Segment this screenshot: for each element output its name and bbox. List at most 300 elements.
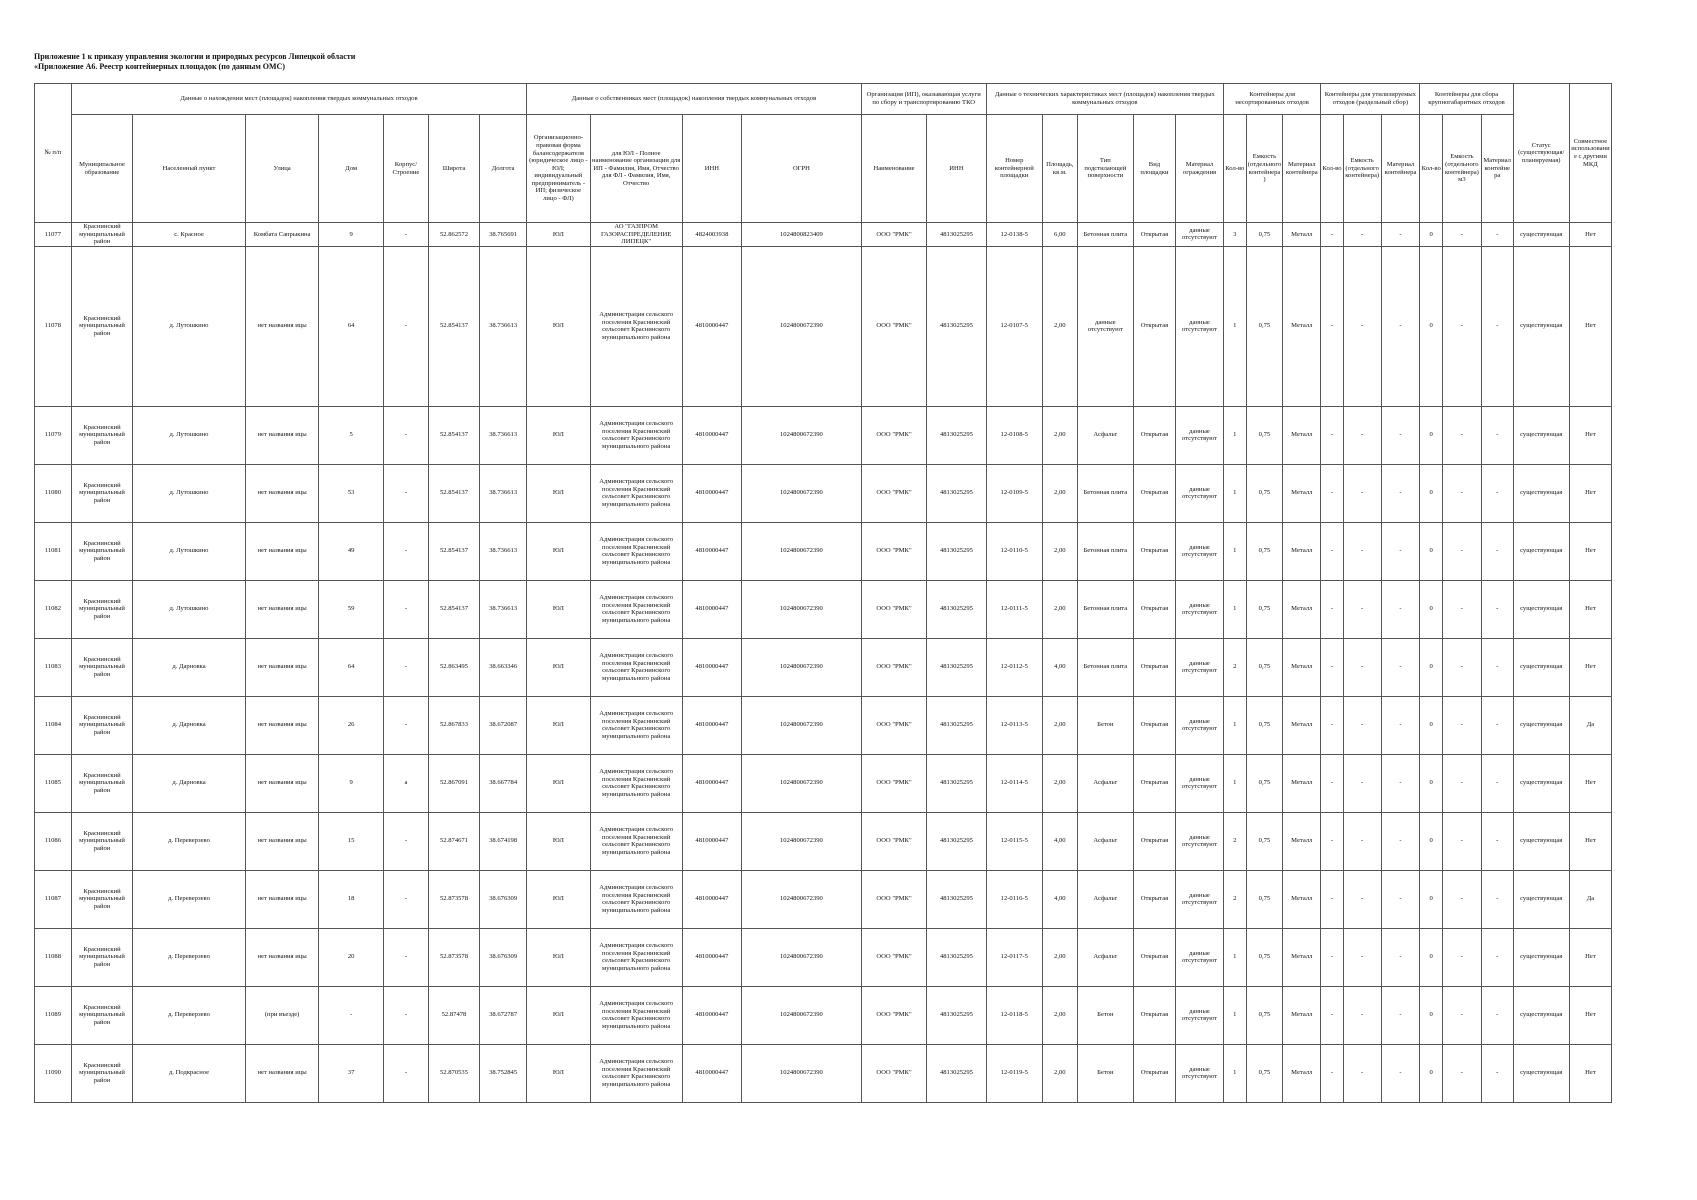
table-cell: ЮЛ xyxy=(527,638,590,696)
table-cell: 2,00 xyxy=(1042,696,1077,754)
table-cell: 11080 xyxy=(35,464,72,522)
table-cell: ООО "РМК" xyxy=(861,928,926,986)
table-cell: 12-0138-5 xyxy=(986,223,1042,247)
table-cell: нет названия ицы xyxy=(245,464,319,522)
table-cell: Нет xyxy=(1569,522,1611,580)
table-cell: ЮЛ xyxy=(527,522,590,580)
table-cell: 11077 xyxy=(35,223,72,247)
table-cell: 1024800672390 xyxy=(742,406,862,464)
table-cell: Бетонная плита xyxy=(1077,580,1133,638)
table-cell: 52.854137 xyxy=(428,406,479,464)
table-cell: 52.873578 xyxy=(428,928,479,986)
table-cell: Асфальт xyxy=(1077,406,1133,464)
table-cell: 2,00 xyxy=(1042,522,1077,580)
table-cell: существующая xyxy=(1513,696,1569,754)
table-cell: 0,75 xyxy=(1246,638,1283,696)
table-cell: 1024800823409 xyxy=(742,223,862,247)
table-cell: 12-0107-5 xyxy=(986,246,1042,406)
table-cell: существующая xyxy=(1513,754,1569,812)
table-row xyxy=(35,928,1612,986)
table-cell: 1024800672390 xyxy=(742,522,862,580)
table-cell: 4813025295 xyxy=(927,754,986,812)
table-cell: 53 xyxy=(319,464,383,522)
table-cell: существующая xyxy=(1513,246,1569,406)
table-cell: Металл xyxy=(1283,696,1321,754)
table-cell: 0,75 xyxy=(1246,464,1283,522)
header-surface: Тип подстилающей поверхности xyxy=(1077,115,1133,223)
table-cell: 0 xyxy=(1420,522,1443,580)
table-cell: 37 xyxy=(319,1044,383,1102)
group-technical: Данные о технических характеристиках мест (площадок) накопления твердых коммунальных отходов xyxy=(986,84,1223,115)
table-cell: 1024800672390 xyxy=(742,580,862,638)
table-cell: 11085 xyxy=(35,754,72,812)
table-cell: - xyxy=(1321,986,1344,1044)
table-cell: - xyxy=(319,986,383,1044)
table-cell: Открытая xyxy=(1133,406,1175,464)
table-cell: 1024800672390 xyxy=(742,870,862,928)
table-cell: Администрация сельского поселения Краснинский сельсовет Краснинского муниципального района xyxy=(590,464,682,522)
table-cell: существующая xyxy=(1513,812,1569,870)
table-cell: - xyxy=(1343,464,1381,522)
table-cell: 38.736613 xyxy=(480,246,527,406)
table-cell: 15 xyxy=(319,812,383,870)
table-cell: Металл xyxy=(1283,1044,1321,1102)
table-cell: 6,00 xyxy=(1042,223,1077,247)
table-cell: 1 xyxy=(1224,246,1247,406)
table-cell: - xyxy=(1321,522,1344,580)
table-cell: Металл xyxy=(1283,754,1321,812)
table-cell: - xyxy=(383,406,428,464)
table-cell: ООО "РМК" xyxy=(861,223,926,247)
group-owners: Данные о собственниках мест (площадок) накопления твердых коммунальных отходов xyxy=(527,84,862,115)
table-cell: 0 xyxy=(1420,696,1443,754)
table-cell: 12-0110-5 xyxy=(986,522,1042,580)
header-fence: Материал ограждения xyxy=(1175,115,1223,223)
table-cell: 12-0116-5 xyxy=(986,870,1042,928)
table-cell: Краснинский муниципальный район xyxy=(71,696,132,754)
table-cell: - xyxy=(1481,696,1513,754)
table-cell: 2,00 xyxy=(1042,246,1077,406)
table-cell: - xyxy=(1321,696,1344,754)
table-cell: 0,75 xyxy=(1246,580,1283,638)
table-cell: Бетонная плита xyxy=(1077,522,1133,580)
table-cell: - xyxy=(1381,696,1420,754)
table-cell: существующая xyxy=(1513,638,1569,696)
table-cell: Бетон xyxy=(1077,696,1133,754)
table-cell: 4813025295 xyxy=(927,638,986,696)
table-cell: - xyxy=(1381,870,1420,928)
table-cell: 4813025295 xyxy=(927,522,986,580)
table-row xyxy=(35,1044,1612,1102)
header-qty-unsorted: Кол-во xyxy=(1224,115,1247,223)
table-cell: Открытая xyxy=(1133,1044,1175,1102)
table-cell: - xyxy=(1481,638,1513,696)
table-cell: Администрация сельского поселения Краснинский сельсовет Краснинского муниципального района xyxy=(590,986,682,1044)
table-cell: 1024800672390 xyxy=(742,928,862,986)
table-cell: - xyxy=(1381,522,1420,580)
table-cell: 4813025295 xyxy=(927,986,986,1044)
table-cell: - xyxy=(1343,638,1381,696)
table-cell: - xyxy=(1381,638,1420,696)
table-cell: 4,00 xyxy=(1042,812,1077,870)
table-cell: данные отсутствуют xyxy=(1077,246,1133,406)
table-cell: существующая xyxy=(1513,464,1569,522)
table-cell: Краснинский муниципальный район xyxy=(71,928,132,986)
table-cell: Бетонная плита xyxy=(1077,223,1133,247)
table-cell: - xyxy=(383,522,428,580)
table-cell: 2,00 xyxy=(1042,580,1077,638)
table-cell: - xyxy=(1442,580,1481,638)
header-operator-inn: ИНН xyxy=(927,115,986,223)
table-cell: 1024800672390 xyxy=(742,754,862,812)
table-cell: - xyxy=(1442,638,1481,696)
table-cell: 11090 xyxy=(35,1044,72,1102)
table-cell: 11081 xyxy=(35,522,72,580)
table-cell: Асфальт xyxy=(1077,928,1133,986)
table-cell: 59 xyxy=(319,580,383,638)
table-cell: 11079 xyxy=(35,406,72,464)
header-material-bulky: Материал контейнера xyxy=(1481,115,1513,223)
header-legal-form: Организационно-правовая форма балансодержателя (юридическое лицо - ЮЛ; индивидуальный предприниматель - ИП; физическое лицо - ФЛ) xyxy=(527,115,590,223)
table-cell: существующая xyxy=(1513,928,1569,986)
table-cell: - xyxy=(1381,580,1420,638)
table-cell: Открытая xyxy=(1133,986,1175,1044)
table-cell: 0,75 xyxy=(1246,928,1283,986)
table-row xyxy=(35,986,1612,1044)
table-cell: (при въезде) xyxy=(245,986,319,1044)
table-cell: д. Дарновка xyxy=(133,638,246,696)
table-cell: 12-0109-5 xyxy=(986,464,1042,522)
table-cell: - xyxy=(1442,870,1481,928)
table-cell: - xyxy=(383,870,428,928)
table-cell: Металл xyxy=(1283,580,1321,638)
table-cell: 4810000447 xyxy=(682,928,741,986)
table-cell: 4813025295 xyxy=(927,406,986,464)
table-cell: - xyxy=(1481,464,1513,522)
table-cell: д. Дарновка xyxy=(133,696,246,754)
table-cell: - xyxy=(1481,870,1513,928)
header-owner-ogrn: ОГРН xyxy=(742,115,862,223)
table-cell: - xyxy=(383,986,428,1044)
table-cell: ЮЛ xyxy=(527,406,590,464)
table-cell: 4813025295 xyxy=(927,1044,986,1102)
table-cell: Краснинский муниципальный район xyxy=(71,638,132,696)
table-cell: - xyxy=(383,638,428,696)
table-cell: - xyxy=(1321,870,1344,928)
table-cell: - xyxy=(1381,223,1420,247)
table-cell: 4810000447 xyxy=(682,1044,741,1102)
table-cell: - xyxy=(1321,812,1344,870)
table-cell: - xyxy=(1481,1044,1513,1102)
table-cell: 2,00 xyxy=(1042,928,1077,986)
table-cell: Краснинский муниципальный район xyxy=(71,1044,132,1102)
header-site-number: Номер контейнерной площадки xyxy=(986,115,1042,223)
header-settlement: Населенный пункт xyxy=(133,115,246,223)
table-cell: Бетонная плита xyxy=(1077,638,1133,696)
table-cell: Администрация сельского поселения Краснинский сельсовет Краснинского муниципального района xyxy=(590,754,682,812)
header-shared: Совместное использование с другими МКД xyxy=(1569,84,1611,223)
table-cell: 4810000447 xyxy=(682,522,741,580)
table-cell: Металл xyxy=(1283,223,1321,247)
table-cell: 0 xyxy=(1420,580,1443,638)
table-cell: - xyxy=(1481,580,1513,638)
table-cell: 4810000447 xyxy=(682,696,741,754)
table-cell: 38.663346 xyxy=(480,638,527,696)
table-cell: 64 xyxy=(319,638,383,696)
table-cell: 38.736613 xyxy=(480,406,527,464)
table-cell: 2 xyxy=(1224,812,1247,870)
table-cell: Администрация сельского поселения Краснинский сельсовет Краснинского муниципального района xyxy=(590,928,682,986)
table-cell: Металл xyxy=(1283,812,1321,870)
table-cell: - xyxy=(1442,464,1481,522)
header-material-unsorted: Материал контейнера xyxy=(1283,115,1321,223)
table-cell: - xyxy=(1481,522,1513,580)
table-cell: ООО "РМК" xyxy=(861,986,926,1044)
table-cell: - xyxy=(1442,754,1481,812)
table-cell: нет названия ицы xyxy=(245,580,319,638)
header-material-separate: Материал контейнера xyxy=(1381,115,1420,223)
table-cell: - xyxy=(1381,464,1420,522)
table-cell: д. Лутошкино xyxy=(133,522,246,580)
table-cell: 1024800672390 xyxy=(742,986,862,1044)
table-cell: Нет xyxy=(1569,754,1611,812)
table-cell: с. Красное xyxy=(133,223,246,247)
table-cell: 1 xyxy=(1224,754,1247,812)
table-cell: 52.854137 xyxy=(428,522,479,580)
table-cell: Асфальт xyxy=(1077,812,1133,870)
table-cell: 12-0113-5 xyxy=(986,696,1042,754)
header-owner-name: для ЮЛ - Полное наименование организации для ИП - Фамилия, Имя, Отчество для ФЛ - Фамилия, Имя, Отчество xyxy=(590,115,682,223)
table-cell: - xyxy=(1442,246,1481,406)
header-street: Улица xyxy=(245,115,319,223)
table-cell: Открытая xyxy=(1133,928,1175,986)
table-cell: 0,75 xyxy=(1246,522,1283,580)
table-cell: ЮЛ xyxy=(527,580,590,638)
table-cell: 0 xyxy=(1420,406,1443,464)
table-cell: - xyxy=(1442,223,1481,247)
group-location: Данные о нахождении мест (площадок) накопления твердых коммунальных отходов xyxy=(71,84,526,115)
group-separate-containers: Контейнеры для утилизируемых отходов (раздельный сбор) xyxy=(1321,84,1420,115)
table-cell: Нет xyxy=(1569,246,1611,406)
table-cell: 4810000447 xyxy=(682,464,741,522)
table-cell: данные отсутствуют xyxy=(1175,464,1223,522)
table-cell: данные отсутствуют xyxy=(1175,406,1223,464)
table-cell: ЮЛ xyxy=(527,754,590,812)
table-cell: Открытая xyxy=(1133,812,1175,870)
table-cell: - xyxy=(1442,928,1481,986)
table-cell: Открытая xyxy=(1133,580,1175,638)
table-cell: 0,75 xyxy=(1246,754,1283,812)
table-cell: 52.870535 xyxy=(428,1044,479,1102)
table-cell: д. Переверзево xyxy=(133,870,246,928)
table-cell: 4810000447 xyxy=(682,638,741,696)
table-cell: - xyxy=(1321,580,1344,638)
table-cell: 52.863495 xyxy=(428,638,479,696)
table-cell: Краснинский муниципальный район xyxy=(71,986,132,1044)
table-cell: 1 xyxy=(1224,580,1247,638)
table-cell: 0,75 xyxy=(1246,696,1283,754)
table-cell: Открытая xyxy=(1133,522,1175,580)
table-cell: Металл xyxy=(1283,246,1321,406)
table-cell: 0,75 xyxy=(1246,223,1283,247)
table-cell: - xyxy=(1343,406,1381,464)
table-cell: - xyxy=(1343,522,1381,580)
header-row-columns xyxy=(35,115,1612,223)
table-cell: - xyxy=(1442,406,1481,464)
table-cell: 12-0118-5 xyxy=(986,986,1042,1044)
table-cell: Металл xyxy=(1283,522,1321,580)
table-cell: 0 xyxy=(1420,986,1443,1044)
table-cell: 4810000447 xyxy=(682,246,741,406)
table-cell: 12-0117-5 xyxy=(986,928,1042,986)
table-cell: 1024800672390 xyxy=(742,464,862,522)
table-row xyxy=(35,464,1612,522)
table-cell: 4813025295 xyxy=(927,812,986,870)
table-cell: - xyxy=(1381,246,1420,406)
table-cell: 1024800672390 xyxy=(742,812,862,870)
table-cell: - xyxy=(1381,812,1420,870)
table-cell: Нет xyxy=(1569,638,1611,696)
table-cell: - xyxy=(1321,928,1344,986)
table-cell: 4813025295 xyxy=(927,580,986,638)
table-cell: данные отсутствуют xyxy=(1175,986,1223,1044)
table-cell: ЮЛ xyxy=(527,986,590,1044)
table-cell: - xyxy=(1442,696,1481,754)
table-cell: нет названия ицы xyxy=(245,1044,319,1102)
table-cell: 49 xyxy=(319,522,383,580)
table-cell: Металл xyxy=(1283,406,1321,464)
table-cell: Открытая xyxy=(1133,223,1175,247)
table-cell: 38.752845 xyxy=(480,1044,527,1102)
table-cell: 0 xyxy=(1420,754,1443,812)
document-title xyxy=(34,52,355,72)
table-cell: - xyxy=(1321,754,1344,812)
table-cell: ООО "РМК" xyxy=(861,696,926,754)
table-cell: - xyxy=(1481,928,1513,986)
table-cell: - xyxy=(1321,406,1344,464)
table-cell: д. Лутошкино xyxy=(133,464,246,522)
registry-body xyxy=(35,223,1612,1103)
table-cell: 4813025295 xyxy=(927,246,986,406)
table-cell: нет названия ицы xyxy=(245,870,319,928)
table-cell: - xyxy=(1343,870,1381,928)
table-cell: 11089 xyxy=(35,986,72,1044)
table-cell: Администрация сельского поселения Краснинский сельсовет Краснинского муниципального района xyxy=(590,812,682,870)
table-cell: 52.854137 xyxy=(428,464,479,522)
table-cell: - xyxy=(1343,928,1381,986)
table-cell: - xyxy=(383,223,428,247)
table-cell: д. Дарновка xyxy=(133,754,246,812)
table-cell: данные отсутствуют xyxy=(1175,812,1223,870)
table-row xyxy=(35,696,1612,754)
table-cell: - xyxy=(1481,986,1513,1044)
table-cell: - xyxy=(1442,986,1481,1044)
table-cell: Металл xyxy=(1283,638,1321,696)
table-cell: - xyxy=(383,246,428,406)
table-cell: ООО "РМК" xyxy=(861,754,926,812)
table-cell: Администрация сельского поселения Краснинский сельсовет Краснинского муниципального района xyxy=(590,406,682,464)
table-cell: ООО "РМК" xyxy=(861,812,926,870)
table-cell: - xyxy=(1442,1044,1481,1102)
table-cell: существующая xyxy=(1513,406,1569,464)
table-cell: 1 xyxy=(1224,464,1247,522)
table-cell: 4824003938 xyxy=(682,223,741,247)
table-cell: Краснинский муниципальный район xyxy=(71,580,132,638)
table-cell: 1 xyxy=(1224,696,1247,754)
table-cell: 11088 xyxy=(35,928,72,986)
table-cell: - xyxy=(383,928,428,986)
table-cell: ЮЛ xyxy=(527,812,590,870)
table-cell: 18 xyxy=(319,870,383,928)
table-cell: Нет xyxy=(1569,812,1611,870)
table-cell: - xyxy=(1343,754,1381,812)
header-house: Дом xyxy=(319,115,383,223)
table-cell: Нет xyxy=(1569,464,1611,522)
table-cell: - xyxy=(1343,580,1381,638)
table-cell: - xyxy=(1321,464,1344,522)
table-cell: 52.867833 xyxy=(428,696,479,754)
table-cell: 12-0108-5 xyxy=(986,406,1042,464)
table-cell: Краснинский муниципальный район xyxy=(71,812,132,870)
table-cell: 2 xyxy=(1224,870,1247,928)
table-cell: 4,00 xyxy=(1042,638,1077,696)
table-cell: - xyxy=(383,580,428,638)
table-cell: - xyxy=(1321,638,1344,696)
table-cell: 9 xyxy=(319,754,383,812)
table-cell: Открытая xyxy=(1133,696,1175,754)
table-row xyxy=(35,812,1612,870)
table-cell: 1 xyxy=(1224,522,1247,580)
table-cell: нет названия ицы xyxy=(245,696,319,754)
header-num: № п/п xyxy=(35,84,72,223)
table-cell: 12-0111-5 xyxy=(986,580,1042,638)
table-row xyxy=(35,406,1612,464)
table-row xyxy=(35,638,1612,696)
table-cell: Краснинский муниципальный район xyxy=(71,223,132,247)
table-cell: 0,75 xyxy=(1246,812,1283,870)
table-cell: Нет xyxy=(1569,1044,1611,1102)
table-row xyxy=(35,754,1612,812)
table-cell: 2,00 xyxy=(1042,1044,1077,1102)
table-cell: - xyxy=(1481,246,1513,406)
table-cell: данные отсутствуют xyxy=(1175,870,1223,928)
table-cell: 1 xyxy=(1224,928,1247,986)
table-row xyxy=(35,580,1612,638)
table-cell: Бетон xyxy=(1077,986,1133,1044)
table-cell: ЮЛ xyxy=(527,928,590,986)
header-operator-name: Наименование xyxy=(861,115,926,223)
table-cell: - xyxy=(1343,246,1381,406)
group-bulky-containers: Контейнеры для сбора крупногабаритных отходов xyxy=(1420,84,1513,115)
table-cell: - xyxy=(1343,812,1381,870)
table-cell: АО "ГАЗПРОМ ГАЗОРАСПРЕДЕЛЕНИЕ ЛИПЕЦК" xyxy=(590,223,682,247)
table-cell: ООО "РМК" xyxy=(861,464,926,522)
table-cell: 9 xyxy=(319,223,383,247)
table-cell: - xyxy=(1481,754,1513,812)
table-cell: ЮЛ xyxy=(527,223,590,247)
group-operator: Организация (ИП), оказывающая услуги по сбору и транспортированию ТКО xyxy=(861,84,986,115)
table-cell: 38.672787 xyxy=(480,986,527,1044)
table-cell: 12-0114-5 xyxy=(986,754,1042,812)
table-cell: - xyxy=(1442,812,1481,870)
table-cell: - xyxy=(1343,1044,1381,1102)
table-cell: 4813025295 xyxy=(927,928,986,986)
table-cell: 11084 xyxy=(35,696,72,754)
table-cell: ООО "РМК" xyxy=(861,1044,926,1102)
table-cell: 2,00 xyxy=(1042,754,1077,812)
table-cell: - xyxy=(1343,986,1381,1044)
table-cell: 2,00 xyxy=(1042,406,1077,464)
